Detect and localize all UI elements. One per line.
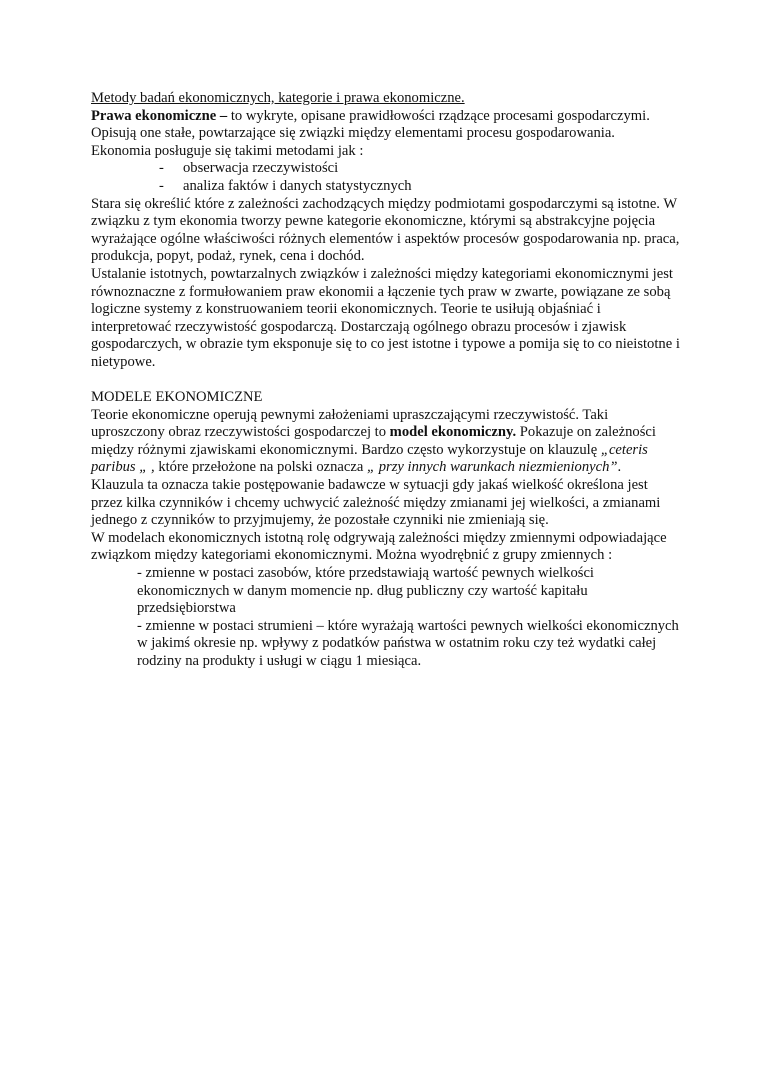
document-page: [91, 90, 681, 671]
paragraph-metody-intro: Ekonomia posługuje się takimi metodami jak :: [91, 142, 364, 159]
term-translation: „ przy innych warunkach niezmienionych”: [367, 459, 618, 476]
dash-bullet: -: [159, 177, 164, 194]
paragraph-text: to wykryte, opisane prawidłowości rządzące procesami gospodarczymi. Opisują one stałe, powtarzające się związki między elementami procesu gospodarowania.: [91, 107, 650, 142]
term-model-ekonomiczny: model ekonomiczny.: [389, 424, 517, 441]
paragraph-text: które przełożone na polski oznacza: [154, 459, 367, 476]
list-item: [91, 160, 681, 178]
methods-list: [91, 160, 681, 195]
paragraph-klauzula: Klauzula ta oznacza takie postępowanie badawcze w sytuacji gdy jakaś wielkość określona jest przez kilka czynników i chcemy uchwycić zależność między zmianami jej wielkości, a zmianami jednego z czynników to przyjmujemy, że pozostałe czynniki nie zmieniają się.: [91, 477, 661, 529]
paragraph-text: Teorie ekonomiczne operują pewnymi założeniami upraszczającymi rzeczywistość. Taki uproszczony obraz rzeczywistości gospodarczej to: [91, 406, 609, 441]
list-item-text: analiza faktów i danych statystycznych: [183, 177, 412, 194]
list-item-text: obserwacja rzeczywistości: [183, 160, 339, 177]
blank-line: [91, 372, 681, 390]
paragraph-text: Pokazuje on zależności między różnymi zjawiskami ekonomicznymi. Bardzo często wykorzystuje on klauzulę: [91, 424, 656, 458]
list-item: - zmienne w postaci strumieni – które wyrażają wartości pewnych wielkości ekonomicznych w jakimś okresie np. wpływy z podatków państwa w ostatnim roku czy też wydatki całej rodziny na produkty i usługi w ciągu 1 miesiąca.: [137, 617, 679, 669]
term-ceteris-paribus: „ceteris paribus „ ,: [91, 441, 648, 476]
term-prawa-ekonomiczne: Prawa ekonomiczne –: [91, 107, 228, 124]
paragraph-model-ekonomiczny: [91, 407, 681, 477]
document-title: Metody badań ekonomicznych, kategorie i prawa ekonomiczne.: [91, 90, 465, 106]
paragraph-teorie: Ustalanie istotnych, powtarzalnych związków i zależności między kategoriami ekonomicznymi jest równoznaczne z formułowaniem praw ekonomii a łączenie tych praw w zwarte, powiązane ze sobą logiczne systemy z konstruowaniem teorii ekonomicznych. Teorie te usiłują objaśniać i interpretować rzeczywistość gospodarczą. Dostarczają ogólnego obrazu procesów i zjawisk gospodarczych, w obrazie tym eksponuje się to co jest istotne i typowe a pomija się to co nieistotne i nietypowe.: [91, 265, 680, 370]
section-heading-modele: MODELE EKONOMICZNE: [91, 389, 263, 406]
variables-list: [137, 565, 681, 671]
paragraph-text: .: [617, 459, 622, 476]
paragraph-zmienne: W modelach ekonomicznych istotną rolę odgrywają zależności między zmiennymi odpowiadające związkom między kategoriami ekonomicznymi. Można wyodrębnić z grupy zmiennych :: [91, 529, 667, 564]
paragraph-prawa-ekonomiczne: [91, 108, 681, 143]
paragraph-kategorie: Stara się określić które z zależności zachodzących między podmiotami gospodarczymi są istotne. W związku z tym ekonomia tworzy pewne kategorie ekonomiczne, którymi są abstrakcyjne pojęcia wyrażające ogólne właściwości różnych elementów i aspektów procesów gospodarowania np. praca, produkcja, popyt, podaż, rynek, cena i dochód.: [91, 195, 680, 265]
list-item: [91, 178, 681, 196]
list-item: - zmienne w postaci zasobów, które przedstawiają wartość pewnych wielkości ekonomicznych w danym momencie np. dług publiczny czy wartość kapitału przedsiębiorstwa: [137, 565, 594, 617]
dash-bullet: -: [159, 160, 164, 177]
